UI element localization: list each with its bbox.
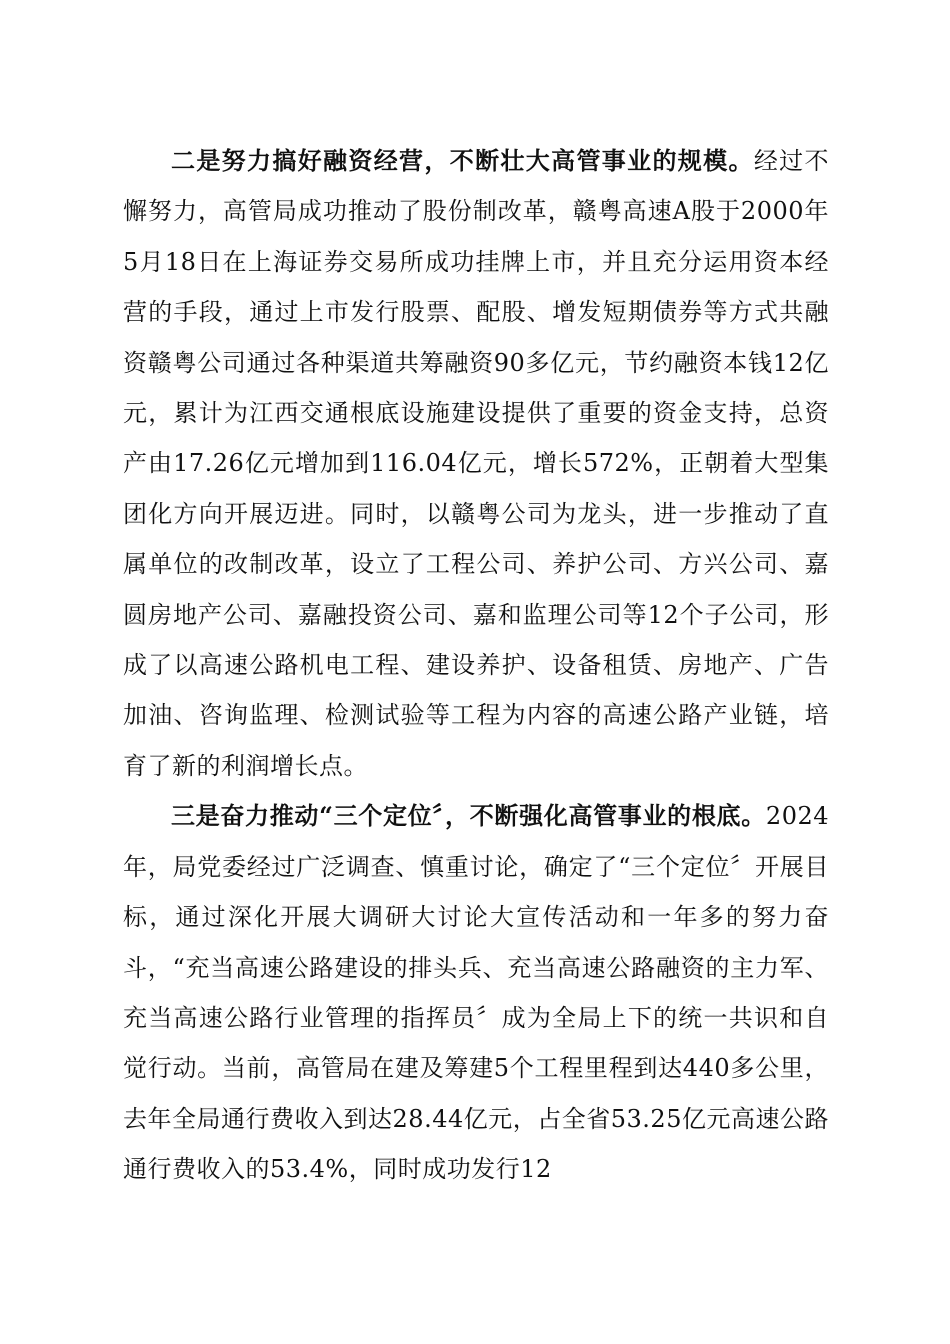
paragraph-positioning (123, 791, 829, 1194)
paragraph-positioning-lead: 三是奋力推动“三个定位〞，不断强化高管事业的根底。 (171, 801, 766, 831)
paragraph-financing (123, 136, 829, 791)
paragraph-financing-body: 经过不懈努力，高管局成功推动了股份制改革，赣粤高速A股于2000年5月18日在上海证券交易所成功挂牌上市，并且充分运用资本经营的手段，通过上市发行股票、配股、增发短期债券等方式共融资赣粤公司通过各种渠道共筹融资90多亿元，节约融资本钱12亿元，累计为江西交通根底设施建设提供了重要的资金支持，总资产由17.26亿元增加到116.04亿元，增长572%，正朝着大型集团化方向开展迈进。同时，以赣粤公司为龙头，进一步推动了直属单位的改制改革，设立了工程公司、养护公司、方兴公司、嘉圆房地产公司、嘉融投资公司、嘉和监理公司等12个子公司，形成了以高速公路机电工程、建设养护、设备租赁、房地产、广告加油、咨询监理、检测试验等工程为内容的高速公路产业链，培育了新的利润增长点。 (123, 147, 830, 780)
document-page (123, 136, 829, 1195)
paragraph-positioning-body: 2024年，局党委经过广泛调查、慎重讨论，确定了“三个定位〞开展目标，通过深化开展大调研大讨论大宣传活动和一年多的努力奋斗，“充当高速公路建设的排头兵、充当高速公路融资的主力军、充当高速公路行业管理的指挥员〞成为全局上下的统一共识和自觉行动。当前，高管局在建及筹建5个工程里程到达440多公里，去年全局通行费收入到达28.44亿元，占全省53.25亿元高速公路通行费收入的53.4%，同时成功发行12 (123, 802, 829, 1184)
paragraph-financing-lead: 二是努力搞好融资经营，不断壮大高管事业的规模。 (171, 146, 754, 175)
